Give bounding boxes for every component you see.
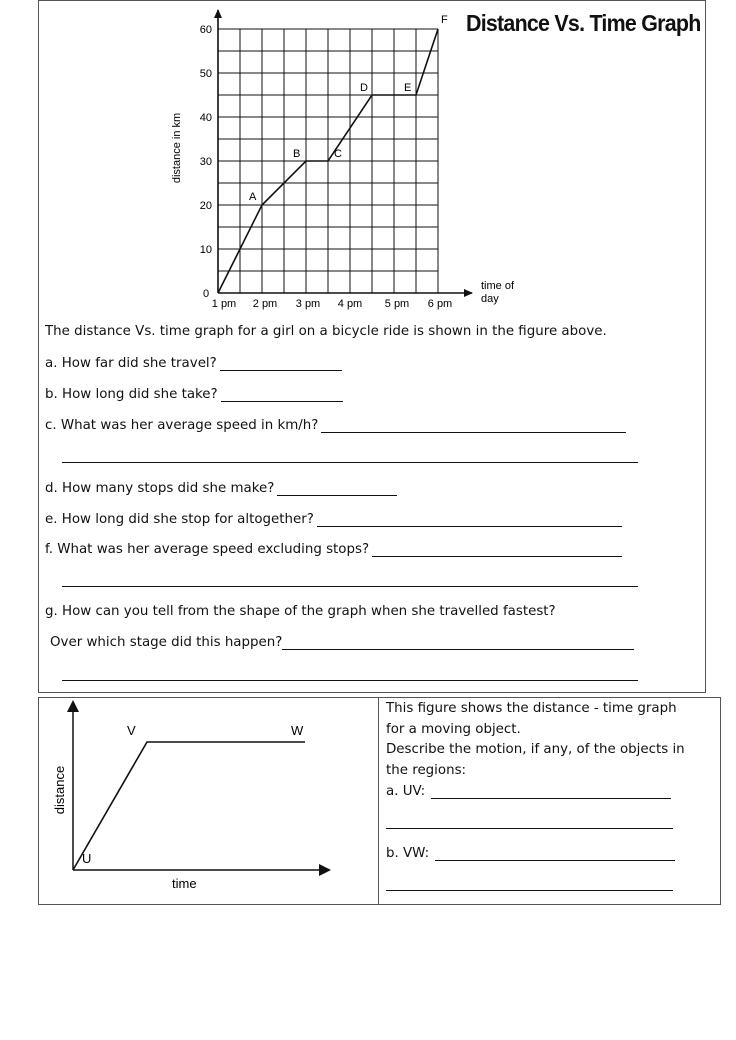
- question-a: a. How far did she travel?: [45, 356, 342, 371]
- panel-question-b: b. VW:: [386, 846, 675, 861]
- y-tick-label: 40: [199, 112, 212, 124]
- point-label-d: D: [360, 82, 368, 94]
- question-f: f. What was her average speed excluding stops?: [45, 542, 622, 557]
- question-b: b. How long did she take?: [45, 387, 343, 402]
- y-tick-label: 30: [199, 156, 212, 168]
- y-axis-label: distance in km: [171, 112, 183, 184]
- answer-line-vw2[interactable]: [386, 890, 673, 891]
- distance-time-graph: [0, 0, 736, 320]
- x-axis-label-line2: day: [481, 293, 499, 305]
- answer-line-f2[interactable]: [62, 586, 638, 587]
- x-tick-label: 3 pm: [295, 298, 321, 310]
- answer-blank-vw[interactable]: [435, 846, 675, 861]
- answer-blank-c[interactable]: [321, 418, 626, 433]
- intro-text: The distance Vs. time graph for a girl on a bicycle ride is shown in the figure above.: [45, 324, 607, 339]
- answer-blank-d[interactable]: [277, 481, 397, 496]
- question-e: e. How long did she stop for altogether?: [45, 512, 622, 527]
- answer-blank-uv[interactable]: [431, 784, 671, 799]
- x-axis-label-line1: time of: [481, 280, 515, 292]
- x-tick-label: 2 pm: [252, 298, 278, 310]
- answer-line-uv2[interactable]: [386, 828, 673, 829]
- answer-blank-b[interactable]: [221, 387, 343, 402]
- point-label-e: E: [404, 82, 412, 94]
- x-tick-label: 4 pm: [337, 298, 363, 310]
- motion-line: [73, 742, 305, 870]
- x-tick-label: 1 pm: [211, 298, 237, 310]
- y-tick-label: 60: [199, 24, 212, 36]
- y-axis-label: distance: [52, 765, 67, 815]
- x-tick-label: 6 pm: [427, 298, 453, 310]
- panel-question-a: a. UV:: [386, 784, 671, 799]
- point-label-c: C: [334, 148, 342, 160]
- y-tick-label: 20: [199, 200, 212, 212]
- page-title: Distance Vs. Time Graph: [466, 10, 701, 36]
- tick-labels: [200, 24, 452, 310]
- point-label-v: V: [127, 723, 136, 738]
- x-axis-arrow: [464, 289, 473, 297]
- question-d: d. How many stops did she make?: [45, 481, 397, 496]
- x-axis-label: time: [172, 876, 197, 891]
- origin-label: 0: [203, 288, 210, 300]
- answer-blank-a[interactable]: [220, 356, 342, 371]
- point-label-u: U: [82, 851, 92, 866]
- y-tick-label: 50: [199, 68, 212, 80]
- uvw-distance-time-graph: [40, 698, 370, 898]
- panel-text: This figure shows the distance - time graph for a moving object. Describe the motion, if any, of the objects in the regions:: [386, 701, 685, 778]
- point-label-b: B: [293, 148, 301, 160]
- graph-axes: [214, 9, 473, 297]
- point-labels: [249, 14, 448, 203]
- y-axis-arrow: [214, 9, 222, 18]
- point-label-a: A: [249, 191, 257, 203]
- y-tick-label: 10: [199, 244, 212, 256]
- question-c: c. What was her average speed in km/h?: [45, 418, 626, 433]
- x-tick-label: 5 pm: [384, 298, 410, 310]
- answer-line-g3[interactable]: [62, 680, 638, 681]
- answer-blank-g2[interactable]: [282, 635, 634, 650]
- answer-blank-f[interactable]: [372, 542, 622, 557]
- question-g: g. How can you tell from the shape of the graph when she travelled fastest?: [45, 604, 556, 619]
- bottom-divider: [378, 697, 379, 905]
- point-label-f: F: [441, 14, 448, 26]
- question-g2: Over which stage did this happen?: [50, 635, 634, 650]
- answer-blank-e[interactable]: [317, 512, 622, 527]
- point-label-w: W: [291, 723, 304, 738]
- answer-line-c2[interactable]: [62, 462, 638, 463]
